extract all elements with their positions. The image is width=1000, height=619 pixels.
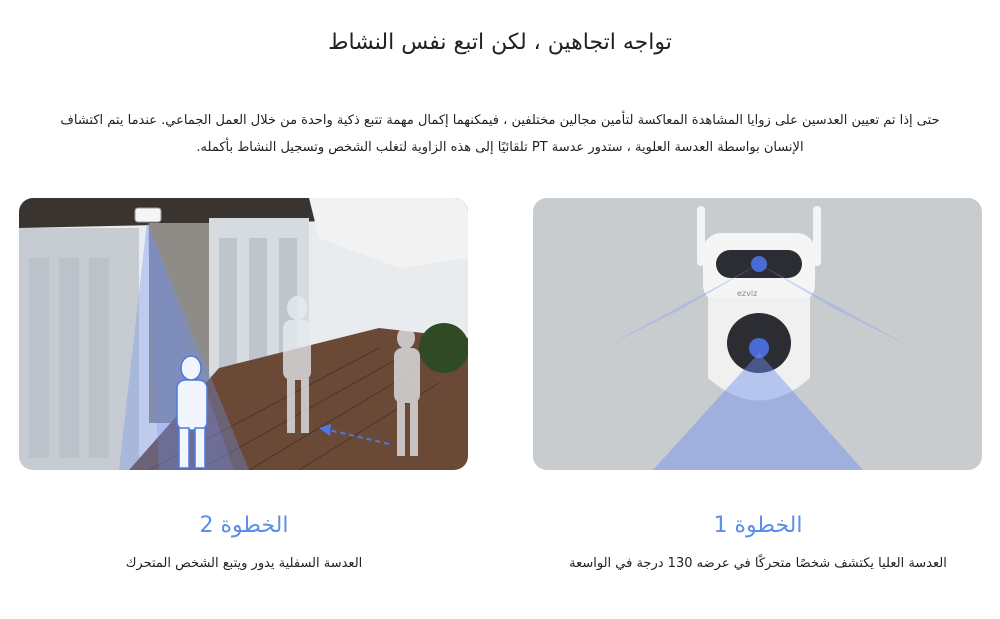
- step-1-description: العدسة العليا يكتشف شخصًا متحركًا في عرضه 130 درجة في الواسعة: [569, 556, 947, 571]
- step-2-image: [19, 198, 468, 470]
- step-1-title: الخطوة 1: [713, 513, 803, 538]
- page-title: تواجه اتجاهين ، لكن اتبع نفس النشاط: [328, 30, 672, 55]
- house-tracking-illustration: [19, 198, 468, 470]
- description-line-1: حتى إذا تم تعيين العدسين على زوايا المشاهدة المعاكسة لتأمين مجالين مختلفين ، فيمكنهما إكمال مهمة تتبع ذكية واحدة من خلال العمل الجماعي. عندما يتم اكتشاف: [60, 113, 940, 128]
- step-2-description: العدسة السفلية يدور ويتبع الشخص المتحرك: [125, 556, 363, 571]
- camera-product-illustration: [533, 198, 980, 470]
- page-description: [25, 107, 975, 161]
- brand-logo: ezviz: [737, 289, 758, 298]
- step-1-image: [533, 198, 982, 470]
- description-line-2: الإنسان بواسطة العدسة العلوية ، ستدور عدسة PT تلقائيًا إلى هذه الزاوية لتغلب الشخص وتسجيل النشاط بأكمله.: [196, 140, 804, 155]
- step-2-title: الخطوة 2: [199, 513, 289, 538]
